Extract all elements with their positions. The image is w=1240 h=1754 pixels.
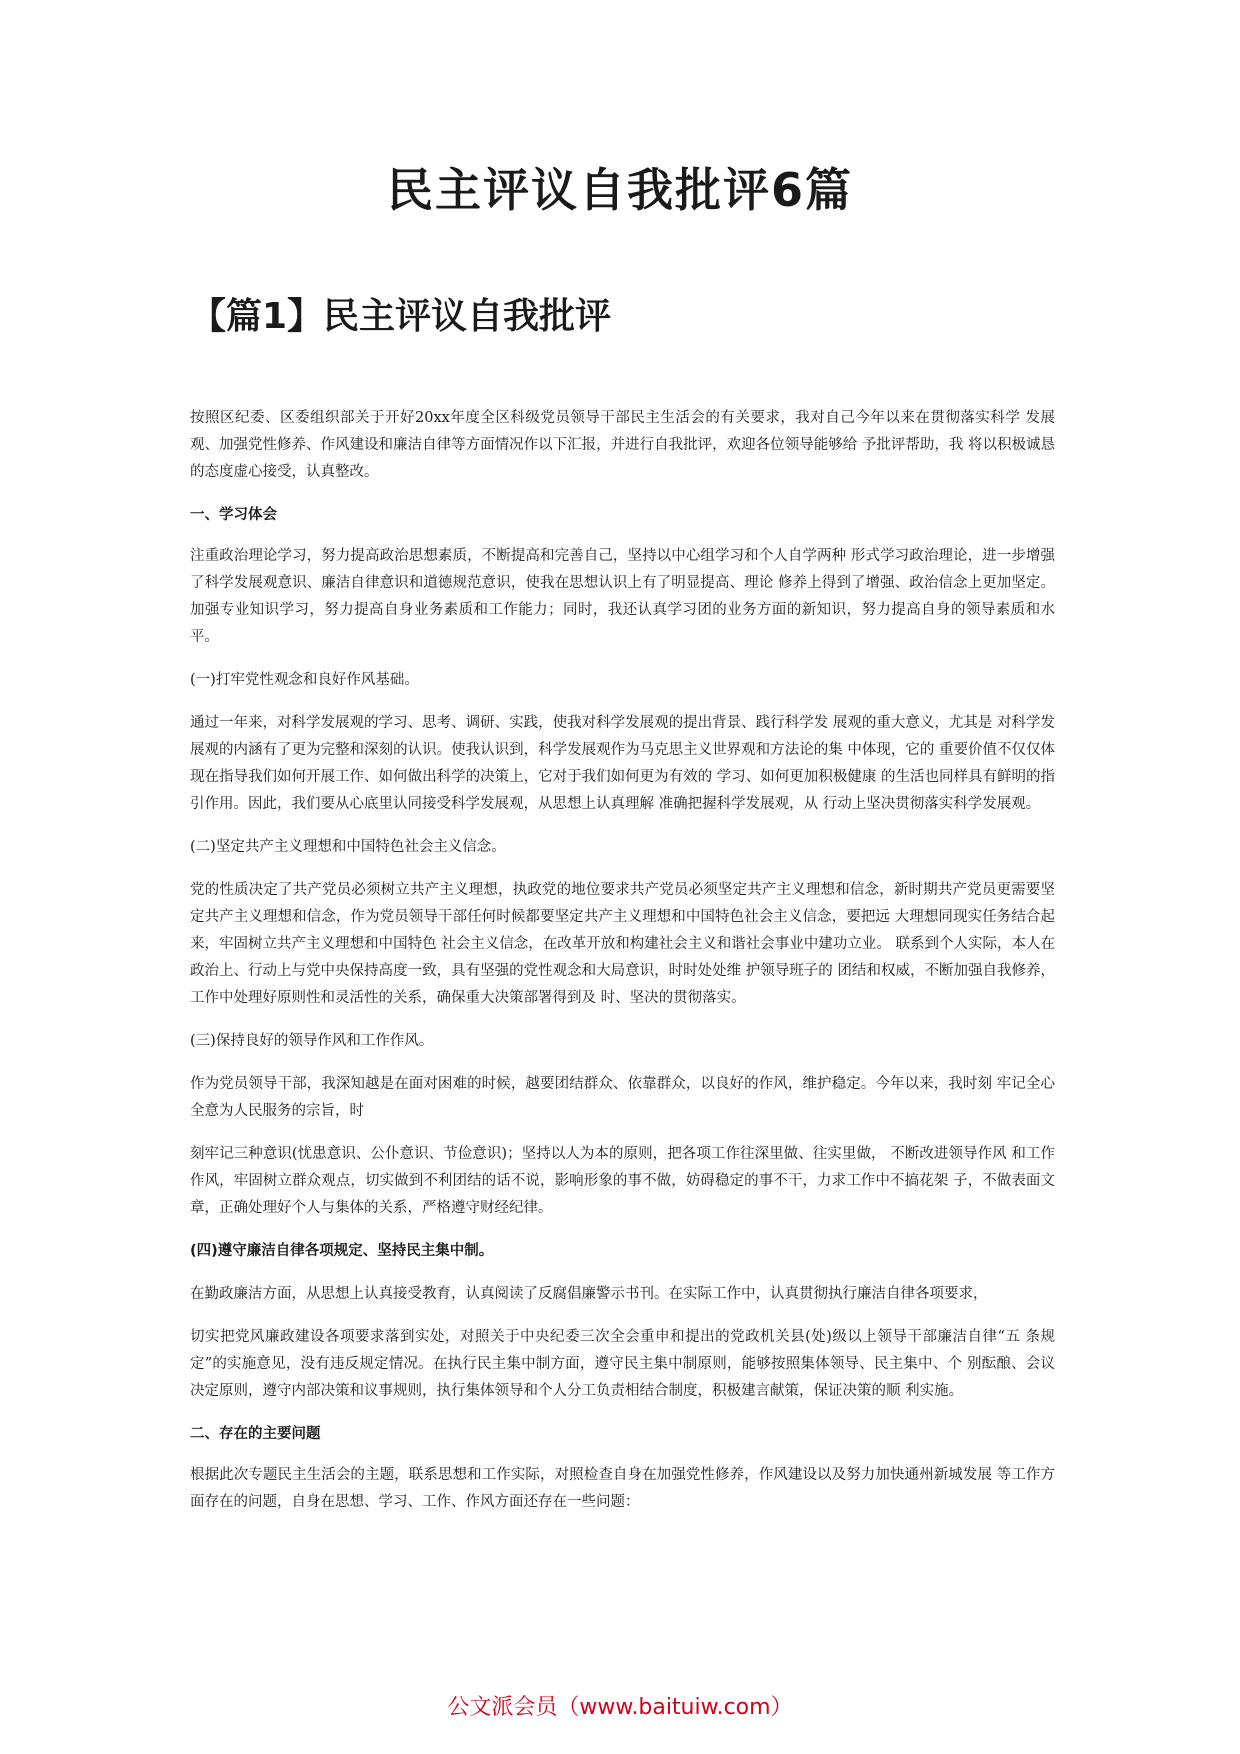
section-heading-problems: 二、存在的主要问题 <box>190 1426 321 1442</box>
intro-paragraph: 按照区纪委、区委组织部关于开好20xx年度全区科级党员领导干部民主生活会的有关要求，我对自己今年以来在贯彻落实科学 发展观、加强党性修养、作风建设和廉洁自律等方面情况作以下汇报，并进行自我批评，欢迎各位领导能够给 予批评帮助，我 将以积极诚恳的态度虚心接受，认真整改。 <box>190 410 1055 480</box>
paragraph: 通过一年来，对科学发展观的学习、思考、调研、实践，使我对科学发展观的提出背景、践行科学发 展观的重大意义，尤其是 对科学发展观的内涵有了更为完整和深刻的认识。使我认识到，科学发展观作为马克思主义世界观和方法论的集 中体现，它的 重要价值不仅仅体现在指导我们如何开展工作、如何做出科学的决策上，它对于我们如何更为有效的 学习、如何更加积极健康 的生活也同样具有鲜明的指引作用。因此，我们要从心底里认同接受科学发展观，从思想上认真理解 准确把握科学发展观，从 行动上坚决贯彻落实科学发展观。 <box>190 715 1055 812</box>
paragraph: 在勤政廉洁方面，从思想上认真接受教育，认真阅读了反腐倡廉警示书刊。在实际工作中，认真贯彻执行廉洁自律各项要求， <box>190 1286 988 1302</box>
subheading-ideals: (二)坚定共产主义理想和中国特色社会主义信念。 <box>190 839 506 855</box>
section-heading-study: 一、学习体会 <box>190 507 277 523</box>
paragraph: 刻牢记三种意识(忧患意识、公仆意识、节俭意识)；坚持以人为本的原则，把各项工作往深里做、往实里做， 不断改进领导作风 和工作作风，牢固树立群众观点，切实做到不利团结的话不说，影响形象的事不做，妨碍稳定的事不干，力求工作中不搞花架 子，不做表面文章，正确处理好个人与集体的关系，严格遵守财经纪律。 <box>190 1146 1055 1216</box>
document-title: 民主评议自我批评6篇 <box>386 163 853 217</box>
paragraph: 根据此次专题民主生活会的主题，联系思想和工作实际，对照检查自身在加强党性修养，作风建设以及努力加快通州新城发展 等工作方面存在的问题，自身在思想、学习、工作、作风方面还存在一些问题： <box>190 1467 1055 1510</box>
footer-watermark-link[interactable]: 公文派会员（www.baituiw.com） <box>447 1695 793 1720</box>
subheading-integrity: (四)遵守廉洁自律各项规定、坚持民主集中制。 <box>190 1243 494 1259</box>
paragraph: 作为党员领导干部，我深知越是在面对困难的时候，越要团结群众、依靠群众，以良好的作风，维护稳定。今年以来，我时刻 牢记全心全意为人民服务的宗旨，时 <box>190 1076 1055 1119</box>
paragraph: 切实把党风廉政建设各项要求落到实处，对照关于中央纪委三次全会重申和提出的党政机关县(处)级以上领导干部廉洁自律“五 条规定”的实施意见，没有违反规定情况。在执行民主集中制方面，遵守民主集中制原则，能够按照集体领导、民主集中、个 别酝酿、会议决定原则，遵守内部决策和议事规则，执行集体领导和个人分工负责相结合制度，积极建言献策，保证决策的顺 利实施。 <box>190 1329 1055 1399</box>
subheading-work-style: (三)保持良好的领导作风和工作作风。 <box>190 1033 434 1049</box>
paragraph: 注重政治理论学习，努力提高政治思想素质，不断提高和完善自己，坚持以中心组学习和个人自学两种 形式学习政治理论，进一步增强了科学发展观意识、廉洁自律意识和道德规范意识，使我在思想认识上有了明显提高、理论 修养上得到了增强、政治信念上更加坚定。加强专业知识学习，努力提高自身业务素质和工作能力；同时，我还认真学习团的业务方面的新知识，努力提高自身的领导素质和水平。 <box>190 548 1055 645</box>
paragraph: 党的性质决定了共产党员必须树立共产主义理想，执政党的地位要求共产党员必须坚定共产主义理想和信念，新时期共产党员更需要坚定共产主义理想和信念，作为党员领导干部任何时候都要坚定共产主义理想和中国特色社会主义信念，要把远 大理想同现实任务结合起来，牢固树立共产主义理想和中国特色 社会主义信念，在改革开放和构建社会主义和谐社会事业中建功立业。 联系到个人实际，本人在政治上、行动上与党中央保持高度一致，具有坚强的党性观念和大局意识，时时处处维 护领导班子的 团结和权威，不断加强自我修养，工作中处理好原则性和灵活性的关系，确保重大决策部署得到及 时、坚决的贯彻落实。 <box>190 882 1055 1006</box>
document-body <box>190 405 1055 1532</box>
subheading-party-spirit: (一)打牢党性观念和良好作风基础。 <box>190 672 419 688</box>
article-subtitle: 【篇1】民主评议自我批评 <box>190 296 612 337</box>
